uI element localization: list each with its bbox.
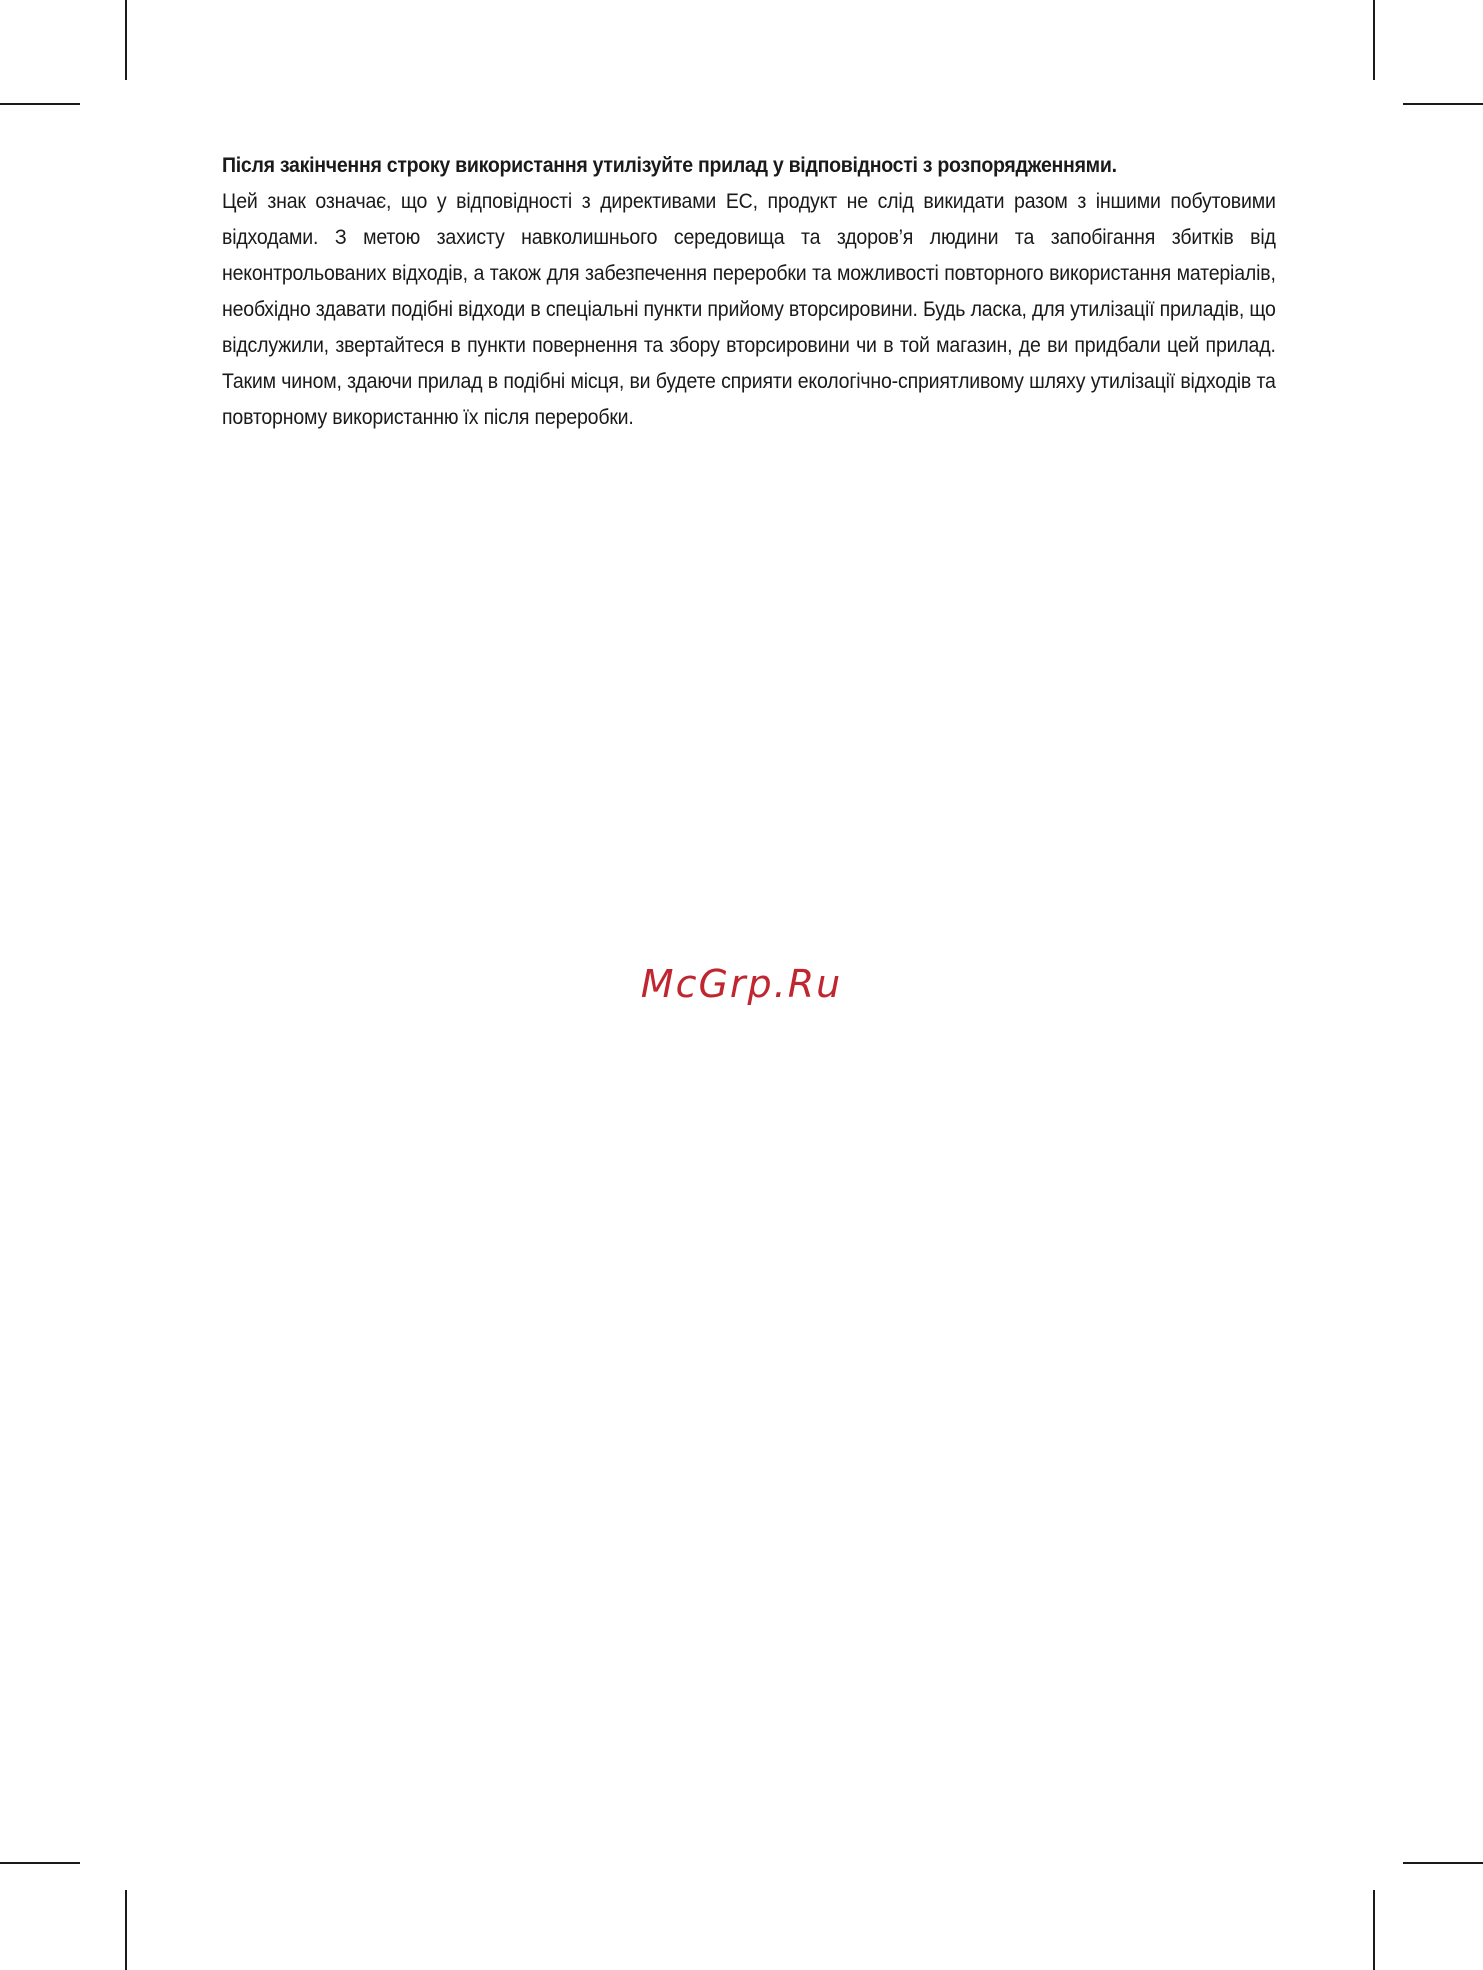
disposal-body-text: Цей знак означає, що у відповідності з директивами ЕС, продукт не слід викидати разом з іншими побутовими відходами. З метою захисту навколишнього середовища та здоров’я людини та запобігання збитків від неконтрольованих відходів, а також для забезпечення переробки та можливості повторного використання матеріалів, необхідно здавати подібні відходи в спеціальні пункти прийому вторсировини. Будь ласка, для утилізації приладів, що відслужили, звертайтеся в пункти повернення та збору вторсировини чи в той магазин, де ви придбали цей прилад. Таким чином, здаючи прилад в подібні місця, ви будете сприяти екологічно-сприятливому шляху утилізації відходів та повторному використанню їх після переробки. xyxy=(222,190,1276,429)
crop-mark-bottom-right-horizontal xyxy=(1403,1862,1483,1864)
crop-mark-bottom-left-vertical xyxy=(125,1890,127,1970)
watermark-text: McGrp.Ru xyxy=(640,962,843,1006)
crop-mark-top-right-horizontal xyxy=(1403,103,1483,105)
crop-mark-top-right-vertical xyxy=(1373,0,1375,80)
crop-mark-top-left-vertical xyxy=(125,0,127,80)
disposal-notice xyxy=(222,148,1276,436)
crop-mark-bottom-left-horizontal xyxy=(0,1862,80,1864)
crop-mark-bottom-right-vertical xyxy=(1373,1890,1375,1970)
crop-mark-top-left-horizontal xyxy=(0,103,80,105)
disposal-heading: Після закінчення строку використання утилізуйте прилад у відповідності з розпорядженнями. xyxy=(222,154,1117,177)
